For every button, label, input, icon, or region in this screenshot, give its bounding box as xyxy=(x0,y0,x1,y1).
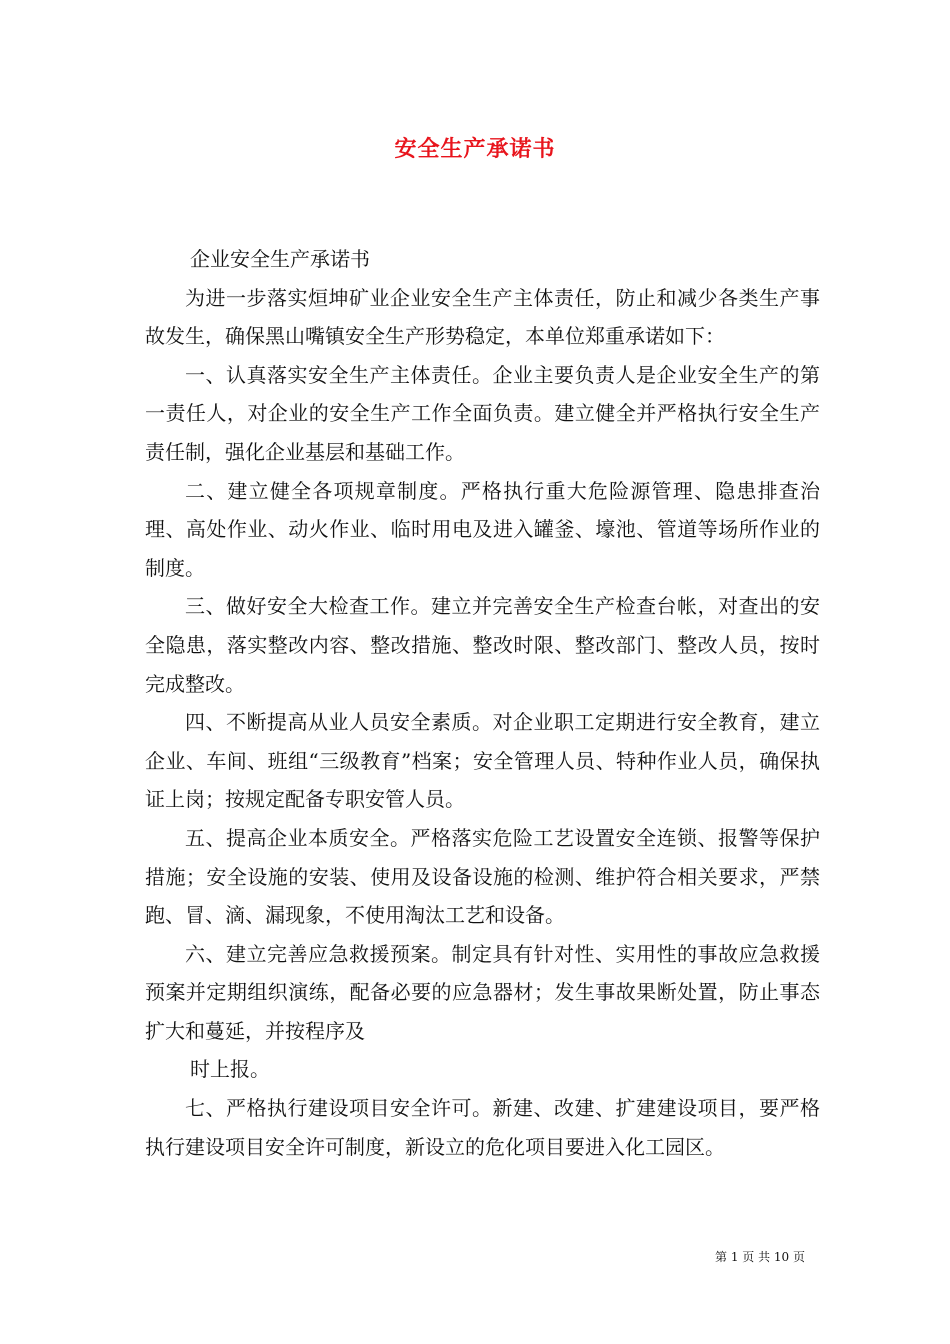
paragraph-item-6: 六、建立完善应急救援预案。制定具有针对性、实用性的事故应急救援预案并定期组织演练，配备必要的应急器材；发生事故果断处置，防止事态扩大和蔓延，并按程序及 xyxy=(145,941,820,1043)
page-number: 第 1 页 共 10 页 xyxy=(715,1250,805,1264)
document-subtitle: 企业安全生产承诺书 xyxy=(190,247,370,271)
document-title: 安全生产承诺书 xyxy=(394,136,556,162)
paragraph-item-3: 三、做好安全大检查工作。建立并完善安全生产检查台帐，对查出的安全隐患，落实整改内容、整改措施、整改时限、整改部门、整改人员，按时完成整改。 xyxy=(145,594,820,696)
document-body xyxy=(145,240,820,1166)
paragraph-item-7: 七、严格执行建设项目安全许可。新建、改建、扩建建设项目，要严格执行建设项目安全许可制度，新设立的危化项目要进入化工园区。 xyxy=(145,1096,820,1159)
paragraph-item-1: 一、认真落实安全生产主体责任。企业主要负责人是企业安全生产的第一责任人，对企业的安全生产工作全面负责。建立健全并严格执行安全生产责任制，强化企业基层和基础工作。 xyxy=(145,362,820,464)
paragraph-item-2: 二、建立健全各项规章制度。严格执行重大危险源管理、隐患排查治理、高处作业、动火作业、临时用电及进入罐釜、壕池、管道等场所作业的制度。 xyxy=(145,478,820,580)
paragraph-intro: 为进一步落实烜坤矿业企业安全生产主体责任，防止和减少各类生产事故发生，确保黑山嘴镇安全生产形势稳定，本单位郑重承诺如下： xyxy=(145,285,820,349)
paragraph-item-5: 五、提高企业本质安全。严格落实危险工艺设置安全连锁、报警等保护措施；安全设施的安装、使用及设备设施的检测、维护符合相关要求，严禁跑、冒、滴、漏现象，不使用淘汰工艺和设备。 xyxy=(145,825,820,928)
paragraph-item-4: 四、不断提高从业人员安全素质。对企业职工定期进行安全教育，建立企业、车间、班组“三级教育”档案；安全管理人员、特种作业人员，确保执证上岗；按规定配备专职安管人员。 xyxy=(145,710,820,812)
paragraph-continuation: 时上报。 xyxy=(190,1057,270,1082)
